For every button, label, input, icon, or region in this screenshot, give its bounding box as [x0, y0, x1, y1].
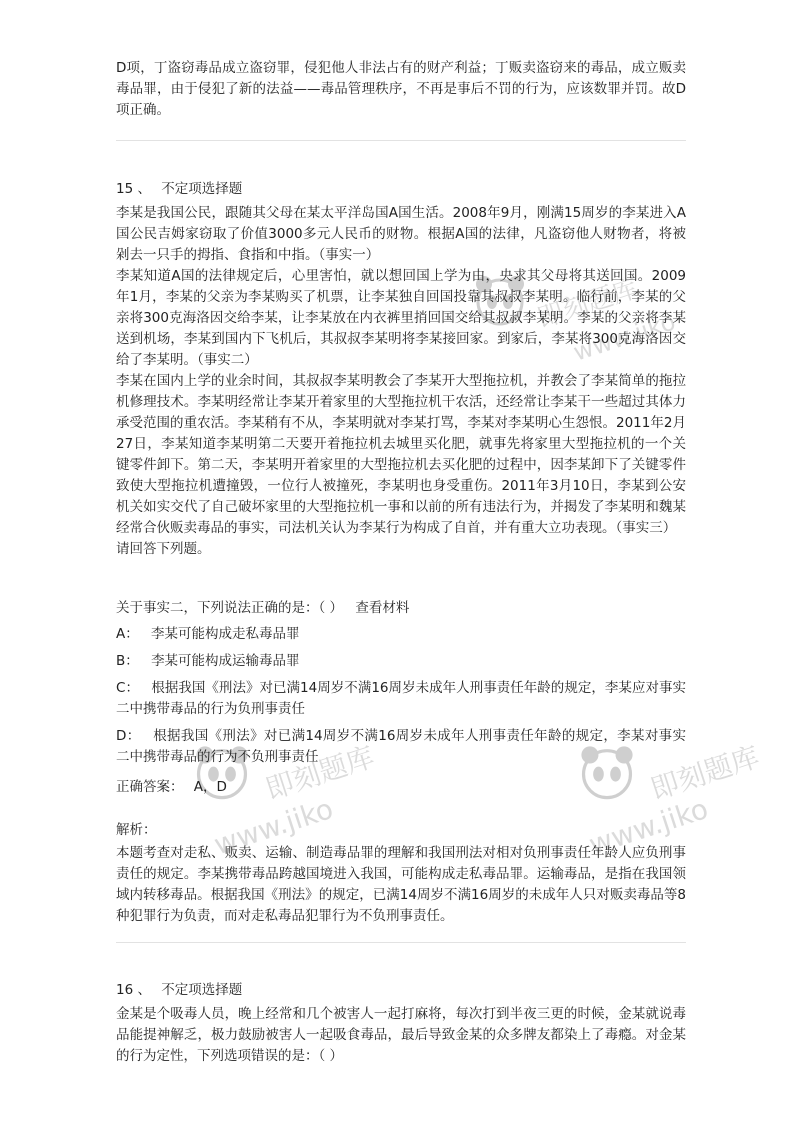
option-c[interactable]	[116, 678, 686, 720]
divider	[116, 140, 686, 141]
question-15-stem	[116, 598, 686, 619]
watermark-url: www.jiko	[570, 307, 679, 367]
option-a[interactable]	[116, 624, 686, 645]
question-number: 16 、	[116, 982, 151, 998]
prev-explanation	[116, 58, 686, 121]
option-text: 李某可能构成走私毒品罪	[151, 626, 300, 642]
question-15-header	[116, 179, 242, 200]
option-b[interactable]	[116, 651, 686, 672]
question-type: 不定项选择题	[161, 181, 243, 197]
option-text: 李某可能构成运输毒品罪	[151, 653, 300, 669]
option-letter: D：	[116, 728, 141, 744]
option-d[interactable]	[116, 726, 686, 768]
option-list	[116, 624, 686, 768]
option-letter: A：	[116, 626, 139, 642]
watermark-brand: 即刻题库	[533, 273, 643, 335]
answer-label: 正确答案：	[116, 779, 184, 795]
option-letter: B：	[116, 653, 139, 669]
analysis	[116, 843, 686, 927]
answer-value: A，D	[193, 779, 227, 795]
prev-explanation-text: D项，丁盗窃毒品成立盗窃罪，侵犯他人非法占有的财产利益；丁贩卖盗窃来的毒品，成立贩卖毒品罪，由于侵犯了新的法益——毒品管理秩序，不再是事后不罚的行为，应该数罪并罚。故D项正确。	[116, 60, 686, 118]
material-text: 李某是我国公民，跟随其父母在某太平洋岛国A国生活。2008年9月，刚满15周岁的李某进入A国公民吉姆家窃取了价值3000多元人民币的财物。根据A国的法律，凡盗窃他人财物者，将被剁去一只手的拇指、食指和中指。（事实一） 李某知道A国的法律规定后，心里害怕，就以想回国上学为由，央求其父母将其送回国。2009年1月，李某的父亲为李某购买了机票，让李某独自回国投靠其叔叔李某明。临行前，李某的父亲将300克海洛因交给李某，让李某放在内衣裤里捎回国交给其叔叔李某明。李某的父亲将李某送到机场，李某到国内下飞机后，其叔叔李某明将李某接回家。到家后，李某将300克海洛因交给了李某明。（事实二） 李某在国内上学的业余时间，其叔叔李某明教会了李某开大型拖拉机，并教会了李某简单的拖拉机修理技术。李某明经常让李某开着家里的大型拖拉机干农活，还经常让李某干一些超过其体力承受范围的重农活。李某稍有不从，李某明就对李某打骂，李某对李某明心生怨恨。2011年2月27日，李某知道李某明第二天要开着拖拉机去城里买化肥，就事先将家里大型拖拉机的一个关键零件卸下。第二天，李某明开着家里的大型拖拉机去买化肥的过程中，因李某卸下了关键零件致使大型拖拉机遭撞毁，一位行人被撞死，李某明也身受重伤。2011年3月10日，李某到公安机关如实交代了自己破坏家里的大型拖拉机一事和以前的所有违法行为，并揭发了李某明和魏某经常合伙贩卖毒品的事实，司法机关认为李某行为构成了自首，并有重大立功表现。（事实三） 请回答下列题。	[116, 205, 686, 557]
question-16-material	[116, 1004, 686, 1067]
correct-answer	[116, 777, 686, 798]
question-16-header	[116, 980, 242, 1001]
view-material-link[interactable]: 查看材料	[355, 600, 410, 616]
question-number: 15 、	[116, 181, 151, 197]
option-text: 根据我国《刑法》对已满14周岁不满16周岁未成年人刑事责任年龄的规定，李某对事实二中携带毒品的行为不负刑事责任	[116, 728, 687, 765]
analysis-label: 解析：	[116, 822, 157, 838]
divider	[116, 942, 686, 943]
watermark-url: www.jiko	[210, 792, 338, 862]
question-type: 不定项选择题	[161, 982, 243, 998]
watermark-brand: 即刻题库	[261, 740, 379, 807]
question-15-material	[116, 203, 686, 560]
option-letter: C：	[116, 680, 139, 696]
option-text: 根据我国《刑法》对已满14周岁不满16周岁未成年人刑事责任年龄的规定，李某应对事实二中携带毒品的行为负刑事责任	[116, 680, 687, 717]
material-text: 金某是个吸毒人员，晚上经常和几个被害人一起打麻将，每次打到半夜三更的时候，金某就说毒品能提神解乏，极力鼓励被害人一起吸食毒品，最后导致金某的众多牌友都染上了毒瘾。对金某的行为定性，下列选项错误的是：（ ）	[116, 1006, 686, 1064]
question-text: 关于事实二，下列说法正确的是：（ ）	[116, 600, 344, 616]
watermark-url: www.jiko	[585, 792, 713, 862]
watermark-brand: 即刻题库	[646, 740, 764, 807]
analysis-text: 本题考查对走私、贩卖、运输、制造毒品罪的理解和我国刑法对相对负刑事责任年龄人应负刑事责任的规定。李某携带毒品跨越国境进入我国，可能构成走私毒品罪。运输毒品，是指在我国领域内转移毒品。根据我国《刑法》的规定，已满14周岁不满16周岁的未成年人只对贩卖毒品等8种犯罪行为负责，而对走私毒品犯罪行为不负刑事责任。	[116, 845, 686, 924]
